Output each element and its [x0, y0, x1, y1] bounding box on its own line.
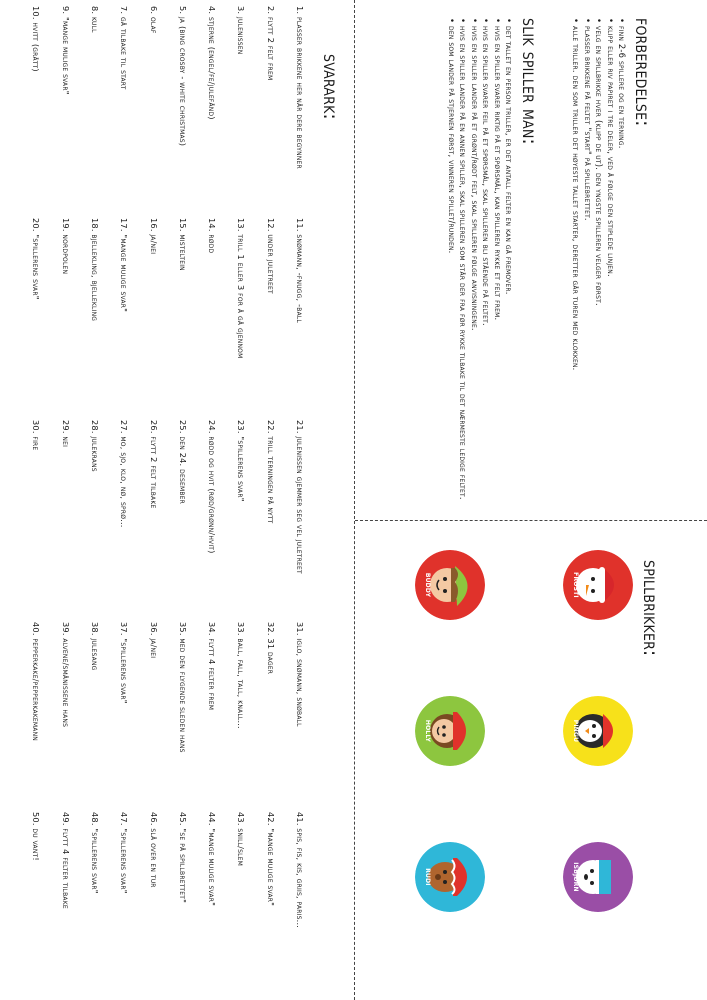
how-to-play-list	[446, 18, 514, 508]
answer-item: 40. pepperkake/pepperkakemann	[31, 622, 42, 741]
answer-item: 49. flytt 4 felter tilbake	[60, 812, 71, 909]
answer-item: 37. "spillerens svar"	[119, 622, 130, 704]
list-item: • finn 2-6 spillere og en terning.	[616, 18, 627, 598]
answer-item: 44. "mange mulige svar"	[207, 812, 218, 907]
answer-item: 12. under juletreet	[265, 218, 276, 294]
list-item: • det tallet en person triller, er det antall felter en kan gå fremover.	[503, 18, 514, 508]
answer-item: 25. den 24. desember	[177, 420, 188, 505]
answer-item: 7. gå tilbake til start	[119, 6, 130, 90]
answer-item: 9. "mange mulige svar"	[60, 6, 71, 95]
answer-item: 15. misteltein	[177, 218, 188, 271]
answer-item: 2. flytt 2 felt frem	[265, 6, 276, 81]
answer-item: 8. kull	[89, 6, 100, 33]
answer-item: 36. ja/nei	[148, 622, 159, 659]
token-label: buddy	[424, 572, 433, 598]
answer-item: 48. "spillerens svar"	[89, 812, 100, 894]
game-tokens-section	[355, 530, 707, 1000]
answer-item: 45. "se på spillbrettet"	[177, 812, 188, 904]
token-buddy[interactable]	[415, 550, 485, 620]
token-label: rudi	[424, 868, 433, 886]
answer-item: 10. hvitt (grått)	[31, 6, 42, 72]
answer-sheet-title: svarark:	[319, 54, 343, 120]
answer-item: 31. iglo, snømann, snøball	[295, 622, 305, 727]
list-item: • hvis en spiller lander på en annen spiller, skal spilleren som står der fra før rykke tilbake til det nærmeste ledige feltet.	[457, 18, 468, 508]
token-holly[interactable]	[415, 696, 485, 766]
token-label: pingu	[572, 719, 581, 743]
answer-item: 6. olaf	[148, 6, 159, 34]
answer-item: 23. "spillerens svar"	[236, 420, 247, 502]
list-item: • hvis en spiller lander på et grønt/rødt felt, skal spilleren følge anvisningene.	[468, 18, 479, 508]
answer-item: 38. julesang	[89, 622, 100, 671]
answer-item: 29. nei	[60, 420, 71, 448]
answer-item: 1. plasser brikkene her når dere begynner	[295, 6, 305, 169]
answer-item: 39. alvene/smånissene hans	[60, 622, 71, 728]
preparation-section	[570, 18, 655, 598]
token-label: frosti	[572, 572, 581, 598]
how-to-play-section	[446, 18, 542, 508]
list-item: • alle triller. den som triller det høyeste tallet starter, deretter går turen med klokken.	[570, 18, 581, 598]
answer-item: 16. ja/nei	[148, 218, 159, 255]
answer-item: 3. julenissen	[236, 6, 247, 55]
list-item: • plasser brikkene på feltet "start" på spillebrettet.	[581, 18, 592, 598]
answer-item: 46. slå over en tur	[148, 812, 159, 888]
token-isbjorn[interactable]	[563, 842, 633, 912]
token-label: isbjørn	[572, 862, 581, 892]
list-item: • klipp eller riv papiret i tre deler, ved å følge den stiplede linjen.	[604, 18, 615, 598]
token-pingu[interactable]	[563, 696, 633, 766]
answer-column-3	[13, 420, 306, 574]
answer-item: 41. spis, fis, kis, griis, paris...	[295, 812, 305, 929]
answer-item: 11. snømann, -fnugg, -ball	[295, 218, 305, 323]
answer-item: 50. du vant!	[31, 812, 42, 861]
answer-item: 33. ball, fall, tall, knall...	[236, 622, 247, 729]
answer-item: 26. flytt 2 felt tilbake	[148, 420, 159, 509]
list-item: • den som lander på stjernen først, vinneren spillet/runden.	[446, 18, 457, 508]
answer-item: 13. trill 1 eller 3 for å gå gjennom	[236, 218, 247, 359]
answer-item: 30. fire	[31, 420, 42, 451]
answer-item: 19. nordpolen	[60, 218, 71, 275]
answer-item: 22. trill terningen på nytt	[265, 420, 276, 524]
answer-item: 4. stjerne (engel/fe/julefånd)	[207, 6, 218, 120]
answer-item: 14. rødd	[207, 218, 218, 254]
answer-item: 18. bjellekling, bjellekling	[89, 218, 100, 322]
answer-sheet	[3, 0, 343, 1000]
answer-column-1	[13, 6, 306, 169]
list-item: • velg en spillbrikke hver (klipp de ut). den yngste spilleren velger først.	[593, 18, 604, 598]
token-frosti[interactable]	[563, 550, 633, 620]
answer-item: 42. "mange mulige svar"	[265, 812, 276, 907]
answer-item: 43. snill/slem	[236, 812, 247, 867]
list-item: • hvis en spiller svarer riktig på et spørsmål, kan spilleren rykke et felt frem.	[491, 18, 502, 508]
answer-item: 27. mo, sjo, klo, nø, sprø...	[119, 420, 130, 528]
how-to-play-title: slik spiller man:	[518, 18, 542, 145]
answer-item: 34. flytt 4 felter frem	[207, 622, 218, 711]
token-rudi[interactable]	[415, 842, 485, 912]
answer-item: 32. 31 dager	[265, 622, 276, 675]
answer-column-5	[13, 812, 306, 928]
answer-item: 5. ja (bing crosby - white christmas)	[177, 6, 188, 147]
list-item: • hvis en spiller svarer feil på et spørsmål, skal spilleren bli stående på feltet.	[480, 18, 491, 508]
answer-item: 28. julekrans	[89, 420, 100, 472]
game-tokens-title: spillbrikker:	[639, 560, 663, 657]
answer-item: 24. rødd og hvit (rød/grønn/hvit)	[207, 420, 218, 554]
answer-item: 35. med den flygende sleden hans	[177, 622, 188, 753]
answer-column-4	[13, 622, 306, 753]
answer-column-2	[13, 218, 306, 358]
token-label: holly	[424, 719, 433, 743]
preparation-title: forberedelse:	[631, 18, 655, 127]
answer-item: 21. julenissen gjemmer seg vel juletreet	[295, 420, 305, 574]
answer-item: 17. "mange mulige svar"	[119, 218, 130, 313]
answer-item: 20. "spillerens svar"	[31, 218, 42, 300]
preparation-list	[570, 18, 627, 598]
answer-item: 47. "spillerens svar"	[119, 812, 130, 894]
